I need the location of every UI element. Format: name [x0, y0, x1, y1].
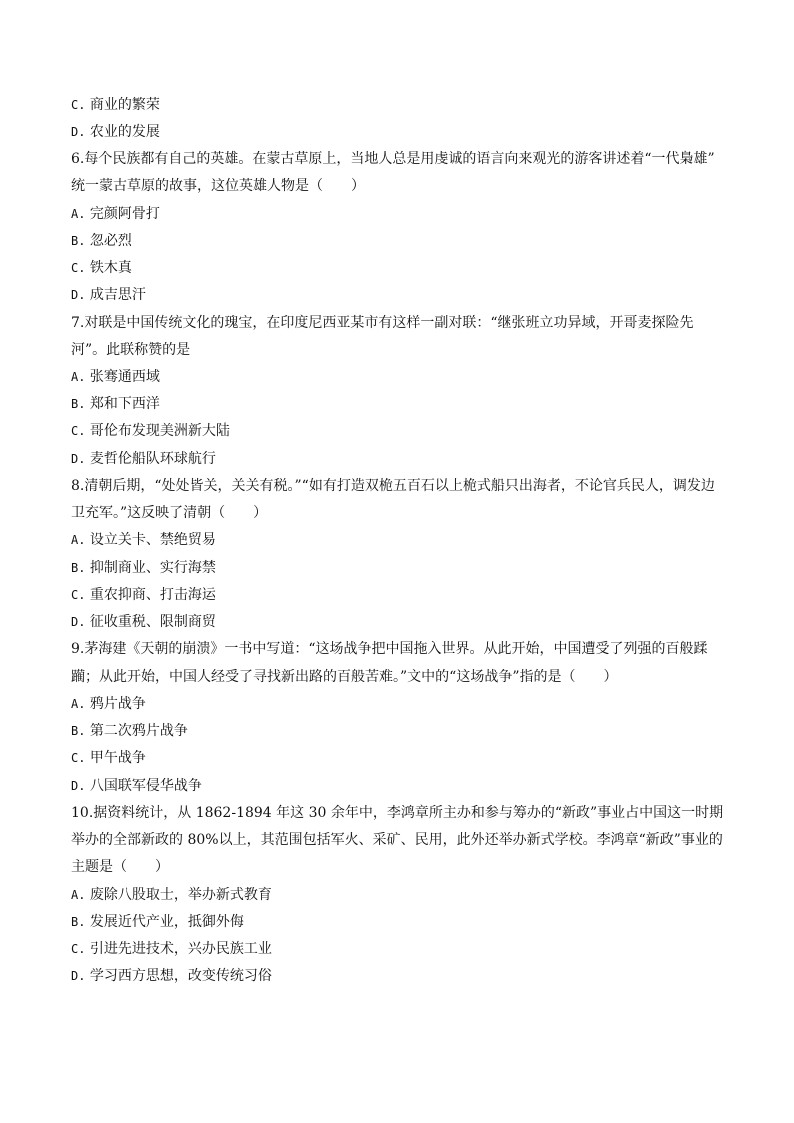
- question-stem: 对联是中国传统文化的瑰宝，在印度尼西亚某市有这样一副对联：“继张班立功异域，开哥麦探险先: [84, 315, 694, 331]
- option-text: 废除八股取士，举办新式教育: [89, 887, 272, 903]
- option-letter: D.: [71, 779, 86, 793]
- question-stem: 河”。此联称赞的是: [71, 342, 191, 358]
- question-9-stem-line-2: [71, 668, 731, 686]
- option-text: 郑和下西洋: [89, 396, 160, 412]
- question-stem: 举办的全部新政的 80%以上，其范围包括军火、采矿、民用，此外还举办新式学校。李鸿章“新政”事业的: [71, 832, 723, 848]
- option-letter: D.: [71, 288, 86, 302]
- option-letter: C.: [71, 424, 86, 438]
- question-7-stem-line-1: [71, 314, 731, 332]
- question-number: 10.: [71, 805, 94, 821]
- question-stem: 清朝后期，“处处皆关，关关有税。”“如有打造双桅五百石以上桅式船只出海者，不论官兵民人，调发边: [84, 478, 715, 494]
- option-a: [71, 695, 731, 713]
- option-b: [71, 913, 731, 931]
- option-letter: B.: [71, 397, 86, 411]
- option-letter: B.: [71, 234, 86, 248]
- option-text: 八国联军侵华战争: [89, 778, 202, 794]
- option-b: [71, 395, 731, 413]
- option-letter: A.: [71, 697, 86, 711]
- question-stem: 躏；从此开始，中国人经受了寻找新出路的百般苦难。”文中的“这场战争”指的是（ ）: [71, 669, 618, 685]
- option-text: 重农抑商、打击海运: [89, 587, 216, 603]
- option-text: 完颜阿骨打: [89, 206, 160, 222]
- question-number: 8.: [71, 478, 85, 494]
- question-8-stem-line-2: [71, 504, 731, 522]
- option-text: 鸦片战争: [89, 696, 146, 712]
- option-text: 甲午战争: [89, 750, 146, 766]
- option-text: 哥伦布发现美洲新大陆: [89, 423, 230, 439]
- question-10-stem-line-2: [71, 831, 731, 849]
- question-stem: 主题是（ ）: [71, 859, 169, 875]
- option-c: [71, 940, 731, 958]
- option-letter: C.: [71, 942, 86, 956]
- option-a: [71, 368, 731, 386]
- option-letter: C.: [71, 98, 86, 112]
- option-b: [71, 232, 731, 250]
- option-c: [71, 422, 731, 440]
- option-letter: B.: [71, 561, 86, 575]
- option-c: [71, 749, 731, 767]
- question-8-stem-line-1: [71, 477, 731, 495]
- option-text: 铁木真: [89, 260, 132, 276]
- option-text: 张骞通西域: [89, 369, 160, 385]
- option-letter: D.: [71, 125, 86, 139]
- option-letter: C.: [71, 261, 86, 275]
- option-d: [71, 123, 731, 141]
- question-9-stem-line-1: [71, 640, 731, 658]
- option-a: [71, 205, 731, 223]
- option-d: [71, 450, 731, 468]
- option-letter: A.: [71, 533, 86, 547]
- option-text: 设立关卡、禁绝贸易: [89, 532, 216, 548]
- question-number: 6.: [71, 151, 85, 167]
- option-letter: B.: [71, 915, 86, 929]
- option-letter: A.: [71, 207, 86, 221]
- option-letter: A.: [71, 370, 86, 384]
- option-d: [71, 967, 731, 985]
- option-c: [71, 96, 731, 114]
- option-c: [71, 586, 731, 604]
- question-stem: 每个民族都有自己的英雄。在蒙古草原上，当地人总是用虔诚的语言向来观光的游客讲述着“一代梟雄”: [84, 151, 715, 167]
- question-stem: 卫充军。”这反映了清朝（ ）: [71, 505, 268, 521]
- option-text: 征收重税、限制商贸: [89, 614, 216, 630]
- option-a: [71, 531, 731, 549]
- option-b: [71, 559, 731, 577]
- question-stem: 茅海建《天朝的崩溃》一书中写道：“这场战争把中国拖入世界。从此开始，中国遭受了列强的百般蹂: [84, 641, 708, 657]
- option-d: [71, 613, 731, 631]
- option-text: 成吉思汗: [89, 287, 146, 303]
- option-b: [71, 722, 731, 740]
- option-text: 抑制商业、实行海禁: [89, 560, 216, 576]
- option-letter: B.: [71, 724, 86, 738]
- option-d: [71, 286, 731, 304]
- question-6-stem-line-1: [71, 150, 731, 168]
- question-stem: 统一蒙古草原的故事，这位英雄人物是（ ）: [71, 178, 365, 194]
- question-stem: 据资料统计，从 1862-1894 年这 30 余年中，李鸿章所主办和参与筹办的“新政”事业占中国这一时期: [93, 805, 724, 821]
- option-letter: C.: [71, 751, 86, 765]
- question-6-stem-line-2: [71, 177, 731, 195]
- option-text: 商业的繁荣: [89, 97, 160, 113]
- option-text: 学习西方思想，改变传统习俗: [89, 968, 272, 984]
- option-letter: D.: [71, 615, 86, 629]
- option-text: 麦哲伦船队环球航行: [89, 451, 216, 467]
- option-c: [71, 259, 731, 277]
- option-letter: A.: [71, 888, 86, 902]
- question-10-stem-line-3: [71, 858, 731, 876]
- option-text: 引进先进技术，兴办民族工业: [89, 941, 272, 957]
- option-text: 忽必烈: [89, 233, 132, 249]
- option-letter: D.: [71, 452, 86, 466]
- question-number: 7.: [71, 315, 85, 331]
- option-d: [71, 777, 731, 795]
- option-letter: C.: [71, 588, 86, 602]
- option-text: 发展近代产业，抵御外侮: [89, 914, 244, 930]
- option-text: 农业的发展: [89, 124, 160, 140]
- question-7-stem-line-2: [71, 341, 731, 359]
- option-letter: D.: [71, 969, 86, 983]
- question-number: 9.: [71, 641, 85, 657]
- option-text: 第二次鸦片战争: [89, 723, 188, 739]
- question-10-stem-line-1: [71, 804, 731, 822]
- option-a: [71, 886, 731, 904]
